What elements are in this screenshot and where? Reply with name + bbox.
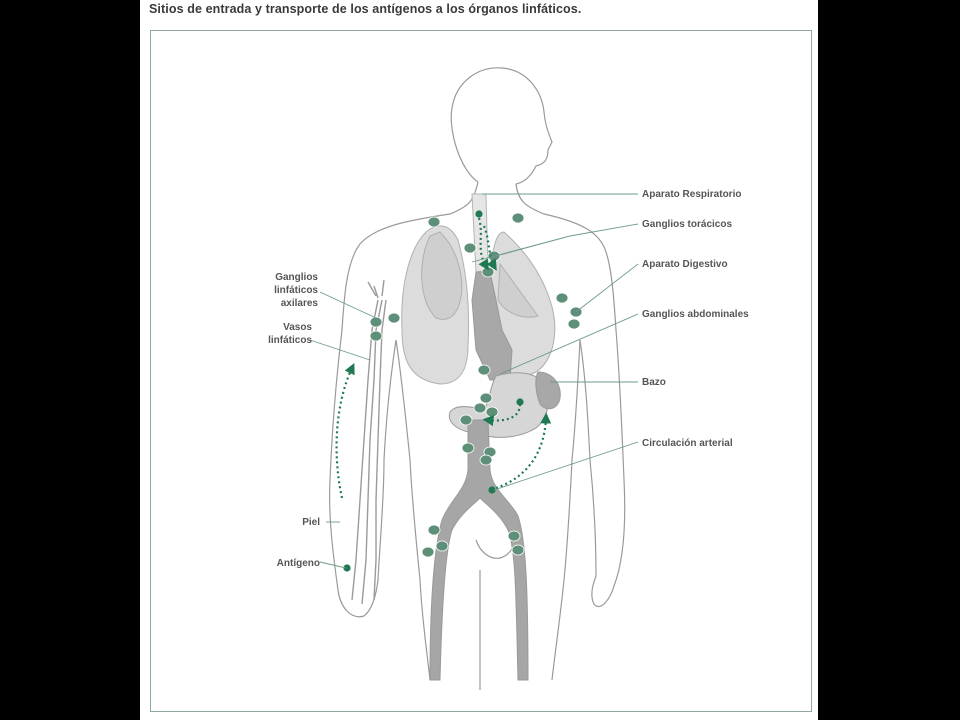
label-antigeno: Antígeno: [276, 558, 320, 569]
label-ganglios-abdominales: Ganglios abdominales: [642, 309, 749, 320]
anatomy-diagram: [140, 0, 818, 720]
label-piel: Piel: [302, 517, 320, 528]
lymphatic-vessels: [352, 280, 386, 604]
label-ganglios-axilares-3: axilares: [280, 298, 318, 309]
label-ganglios-toracicos: Ganglios torácicos: [642, 219, 733, 230]
label-ganglios-axilares-2: linfáticos: [274, 285, 318, 296]
label-vasos-linfaticos-1: Vasos: [283, 322, 312, 333]
label-vasos-linfaticos-2: linfáticos: [268, 335, 312, 346]
label-aparato-respiratorio: Aparato Respiratorio: [642, 189, 742, 200]
label-bazo: Bazo: [642, 377, 666, 388]
label-ganglios-axilares-1: Ganglios: [275, 272, 318, 283]
label-circulacion-arterial: Circulación arterial: [642, 438, 733, 449]
abdominal-organs: [449, 372, 560, 437]
page-title: Sitios de entrada y transporte de los antígenos a los órganos linfáticos.: [149, 2, 582, 16]
label-aparato-digestivo: Aparato Digestivo: [642, 259, 728, 270]
page: [140, 0, 818, 720]
